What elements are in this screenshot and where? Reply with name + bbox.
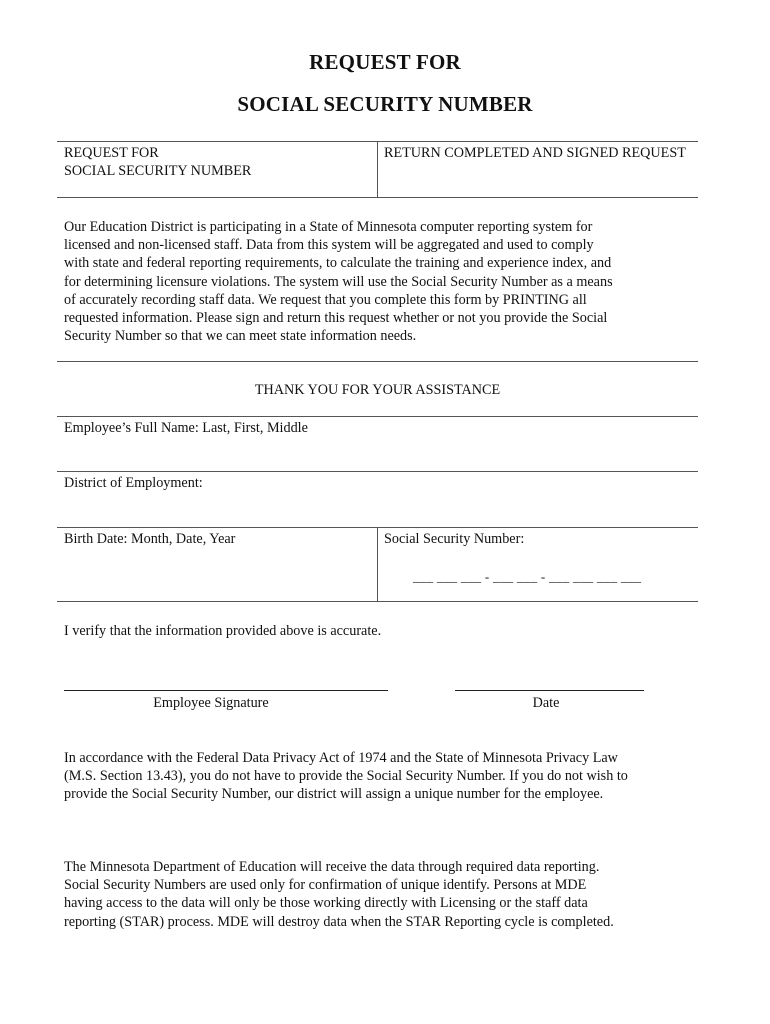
birth-date-field-label: Birth Date: Month, Date, Year [64, 531, 236, 547]
divider [57, 416, 698, 417]
divider [57, 471, 698, 472]
mde-line: The Minnesota Department of Education will receive the data through required data reporting. [64, 859, 600, 875]
employee-signature-line [64, 690, 388, 691]
intro-line: of accurately recording staff data. We request that you complete this form by PRINTING all [64, 291, 587, 308]
page-title-line-1: REQUEST FOR [309, 50, 461, 74]
date-label: Date [532, 695, 560, 711]
privacy-line: provide the Social Security Number, our district will assign a unique number for the employee. [64, 786, 604, 803]
intro-line: for determining licensure violations. The system will use the Social Security Number as a means [64, 273, 613, 290]
header-left-line-2: SOCIAL SECURITY NUMBER [64, 163, 252, 179]
divider [57, 197, 698, 198]
privacy-paragraph [64, 749, 694, 804]
mde-line: Social Security Numbers are used only for confirmation of unique identify. Persons at MDE [64, 877, 587, 894]
ssn-field-label: Social Security Number: [384, 531, 525, 547]
mde-line: having access to the data will only be those working directly with Licensing or the staff data [64, 895, 588, 912]
ssn-blank-lines: ___ ___ ___ - ___ ___ - ___ ___ ___ ___ [413, 569, 642, 584]
mde-line: reporting (STAR) process. MDE will destroy data when the STAR Reporting cycle is completed. [64, 913, 614, 930]
full-name-field-label: Employee’s Full Name: Last, First, Middle [64, 420, 308, 436]
verification-statement: I verify that the information provided above is accurate. [64, 623, 382, 639]
intro-line: requested information. Please sign and return this request whether or not you provide the Social [64, 310, 608, 327]
employee-signature-label: Employee Signature [153, 695, 269, 711]
intro-paragraph [64, 218, 694, 345]
header-right-return-instruction: RETURN COMPLETED AND SIGNED REQUEST [384, 145, 686, 161]
district-field-label: District of Employment: [64, 475, 203, 491]
page-title-line-2: SOCIAL SECURITY NUMBER [237, 92, 533, 116]
divider [57, 601, 698, 602]
intro-line: licensed and non-licensed staff. Data from this system will be aggregated and used to comply [64, 237, 594, 254]
column-divider [377, 141, 378, 197]
privacy-line: (M.S. Section 13.43), you do not have to provide the Social Security Number. If you do not wish to [64, 768, 628, 785]
intro-line: with state and federal reporting requirements, to calculate the training and experience index, and [64, 255, 612, 272]
thank-you-text: THANK YOU FOR YOUR ASSISTANCE [254, 382, 501, 398]
header-left-line-1: REQUEST FOR [64, 145, 159, 161]
date-signature-line [455, 690, 644, 691]
intro-line: Our Education District is participating in a State of Minnesota computer reporting system for [64, 219, 593, 235]
intro-line: Security Number so that we can meet state information needs. [64, 328, 417, 345]
divider [57, 361, 698, 362]
mde-paragraph [64, 858, 694, 931]
privacy-line: In accordance with the Federal Data Privacy Act of 1974 and the State of Minnesota Privacy Law [64, 750, 618, 766]
column-divider [377, 527, 378, 601]
